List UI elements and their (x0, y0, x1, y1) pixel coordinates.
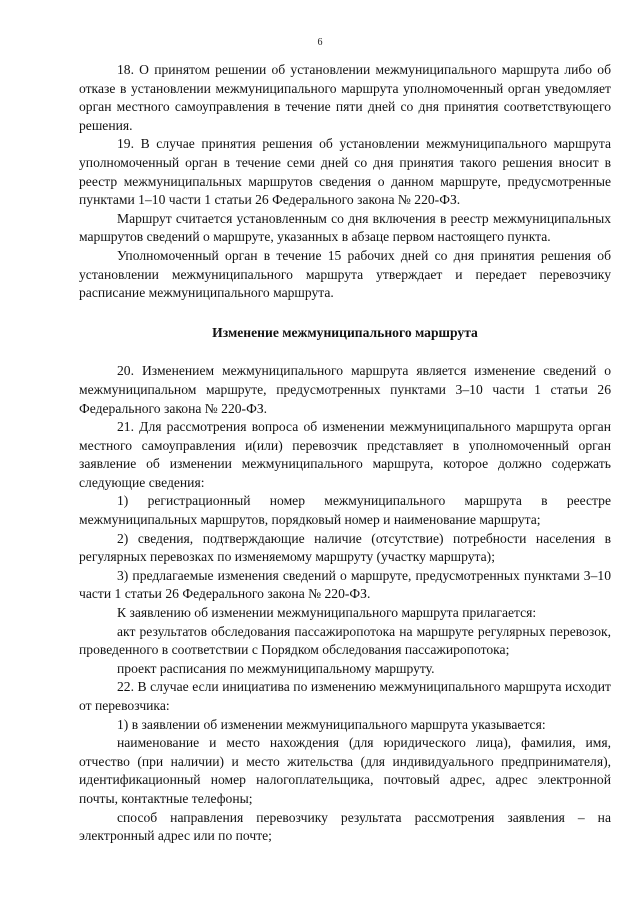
paragraph-21-item-2: 2) сведения, подтверждающие наличие (отсутствие) потребности населения в регулярных перевозках по изменяемому маршруту (участку маршрута); (79, 530, 611, 565)
paragraph-attachment-schedule: проект расписания по межмуниципальному маршруту. (117, 660, 435, 676)
paragraph-18: 18. О принятом решении об установлении межмуниципального маршрута либо об отказе в установлении межмуниципального маршрута уполномоченный орган уведомляет орган местного самоуправления в течение пяти дней со дня принятия соответствующего решения. (79, 62, 611, 133)
paragraph-21-item-3: 3) предлагаемые изменения сведений о маршруте, предусмотренных пунктами 3–10 части 1 статьи 26 Федерального закона № 220-ФЗ. (79, 567, 611, 602)
paragraph-22-item-1: 1) в заявлении об изменении межмуниципального маршрута указывается: (117, 716, 546, 732)
paragraph-22: 22. В случае если инициатива по изменению межмуниципального маршрута исходит от перевозчика: (79, 679, 611, 713)
page-number: 6 (317, 37, 323, 48)
paragraph-21: 21. Для рассмотрения вопроса об изменении межмуниципального маршрута орган местного самоуправления и(или) перевозчик представляет в уполномоченный орган заявление об изменении межмуниципального маршрута, которое должно содержать следующие сведения: (79, 419, 611, 490)
paragraph-attachments-intro: К заявлению об изменении межмуниципального маршрута прилагается: (117, 605, 537, 621)
paragraph-19-schedule: Уполномоченный орган в течение 15 рабочих дней со дня принятия решения об установлении межмуниципального маршрута утверждает и передает перевозчику расписание межмуниципального маршрута. (79, 247, 611, 301)
paragraph-22-carrier-details: наименование и место нахождения (для юридического лица), фамилия, имя, отчество (при наличии) и место жительства (для индивидуального предпринимателя), идентификационный номер налогоплательщика, почтовый адрес, адрес электронной почты, контактные телефоны; (79, 735, 611, 806)
document-body (79, 61, 611, 846)
paragraph-21-item-1: 1) регистрационный номер межмуниципального маршрута в реестре межмуниципальных маршрутов, порядковый номер и наименование маршрута; (79, 493, 611, 528)
paragraph-20: 20. Изменением межмуниципального маршрута является изменение сведений о межмуниципальном маршруте, предусмотренных пунктами 3–10 части 1 статьи 26 Федерального закона № 220-ФЗ. (79, 363, 611, 416)
paragraph-attachment-act: акт результатов обследования пассажиропотока на маршруте регулярных перевозок, проведенного в соответствии с Порядком обследования пассажиропотока; (79, 623, 611, 658)
paragraph-19: 19. В случае принятия решения об установлении межмуниципального маршрута уполномоченный орган в течение семи дней со дня принятия такого решения вносит в реестр межмуниципальных маршрутов сведения о данном маршруте, предусмотренные пунктами 1–10 части 1 статьи 26 Федерального закона № 220-ФЗ. (79, 136, 611, 208)
paragraph-19-route-established: Маршрут считается установленным со дня включения в реестр межмуниципальных маршрутов сведений о маршруте, указанных в абзаце первом настоящего пункта. (79, 210, 611, 245)
paragraph-22-delivery-method: способ направления перевозчику результата рассмотрения заявления – на электронный адрес или по почте; (79, 809, 611, 844)
section-heading: Изменение межмуниципального маршрута (212, 324, 478, 340)
